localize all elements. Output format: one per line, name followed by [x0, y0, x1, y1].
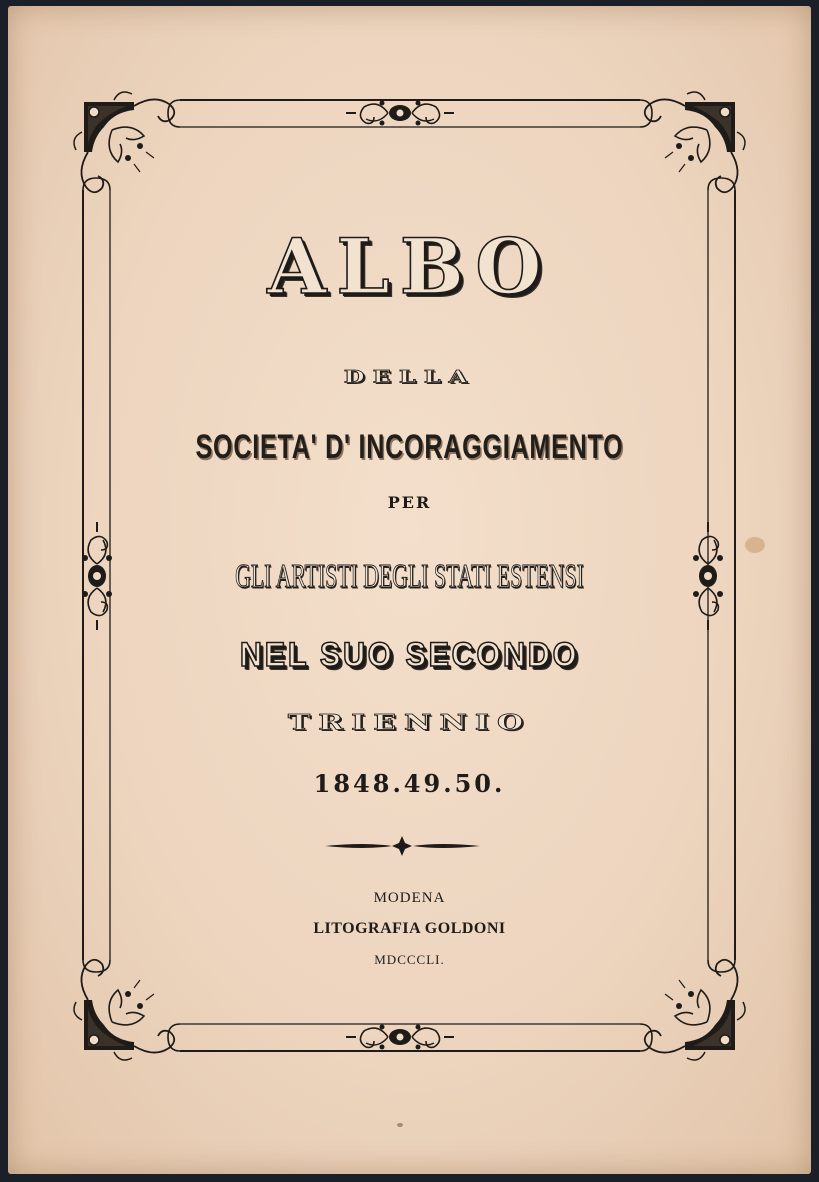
line-societa: SOCIETA' D' INCORAGGIAMENTO	[195, 428, 624, 466]
corner-ornament-bottom-right	[645, 960, 745, 1060]
divider-ornament	[325, 836, 480, 856]
corner-ornament-top-left	[74, 92, 174, 192]
line-per: PER	[387, 493, 432, 512]
corner-ornament-top-right	[645, 92, 745, 192]
printer-text: LITOGRAFIA GOLDONI	[313, 920, 506, 937]
line-nel-suo-secondo: NEL SUO SECONDO	[239, 636, 580, 674]
bottom-center-ornament	[346, 1025, 454, 1050]
corner-ornament-bottom-left	[74, 960, 174, 1060]
cover-title: ALBO	[267, 222, 552, 311]
city-text: MODENA	[373, 890, 446, 906]
top-center-ornament	[346, 101, 454, 126]
left-center-ornament	[82, 522, 112, 630]
line-della: DELLA	[343, 366, 476, 387]
years-text: 1848.49.50.	[313, 769, 506, 798]
roman-year-text: MDCCCLI.	[374, 952, 445, 967]
line-artisti: GLI ARTISTI DEGLI STATI ESTENSI	[235, 558, 584, 595]
line-triennio: TRIENNIO	[287, 709, 532, 736]
